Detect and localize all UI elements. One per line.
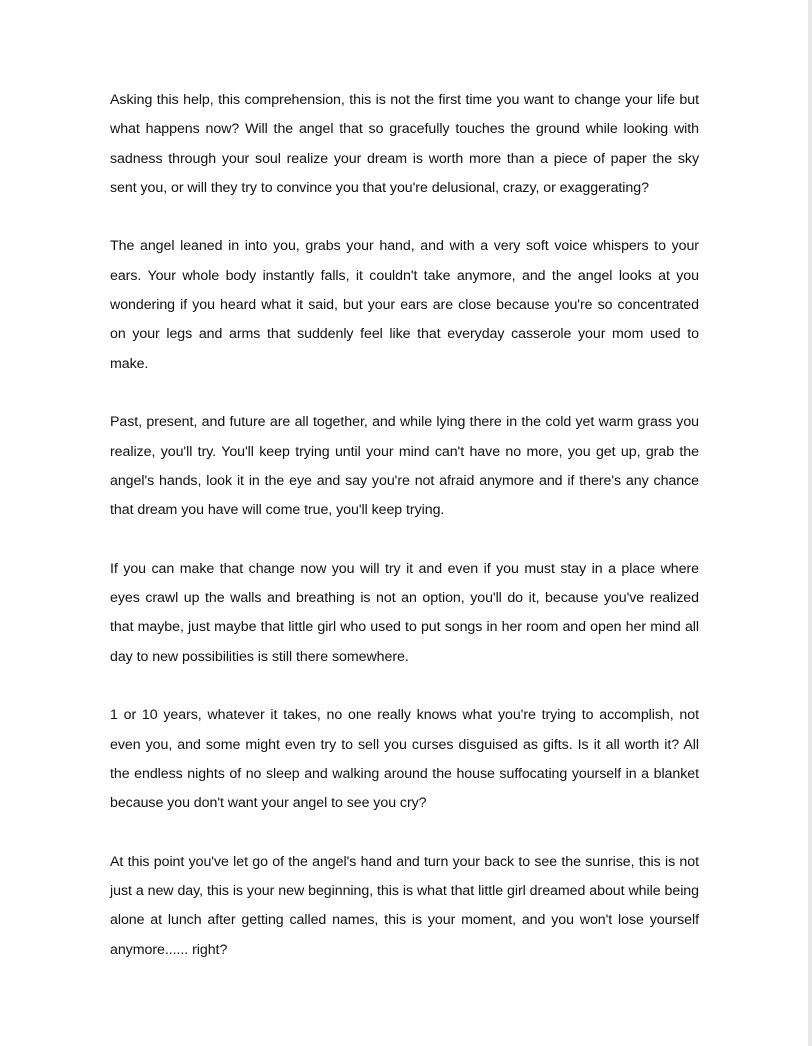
paragraph-1: Asking this help, this comprehension, this is not the first time you want to change your life but what happens now? Will the angel that so gracefully touches the ground while looking with sadness through your soul realize your dream is worth more than a piece of paper the sky sent you, or will they try to convince you that you're delusional, crazy, or exaggerating? [110, 92, 699, 196]
paragraph-2: The angel leaned in into you, grabs your hand, and with a very soft voice whispers to your ears. Your whole body instantly falls, it couldn't take anymore, and the angel looks at you wondering if you heard what it said, but your ears are close because you're so concentrated on your legs and arms that suddenly feel like that everyday casserole your mom used to make. [110, 238, 699, 372]
paragraph-3: Past, present, and future are all together, and while lying there in the cold yet warm grass you realize, you'll try. You'll keep trying until your mind can't have no more, you get up, grab the angel's hands, look it in the eye and say you're not afraid anymore and if there's any chance that dream you have will come true, you'll keep trying. [110, 414, 699, 519]
document-body [110, 86, 699, 965]
paragraph-5: 1 or 10 years, whatever it takes, no one really knows what you're trying to accomplish, not even you, and some might even try to sell you curses disguised as gifts. Is it all worth it? All the endless nights of no sleep and walking around the house suffocating yourself in a blanket because you don't want your angel to see you cry? [110, 707, 699, 812]
paragraph-6: At this point you've let go of the angel's hand and turn your back to see the sunrise, this is not just a new day, this is your new beginning, this is what that little girl dreamed about while being alone at lunch after getting called names, this is your moment, and you won't lose yourself anymore...... right? [110, 853, 699, 958]
page-edge-divider [808, 0, 812, 1046]
paragraph-4: If you can make that change now you will try it and even if you must stay in a place where eyes crawl up the walls and breathing is not an option, you'll do it, because you've realized that maybe, just maybe that little girl who used to put songs in her room and open her mind all day to new possibilities is still there somewhere. [110, 560, 699, 665]
